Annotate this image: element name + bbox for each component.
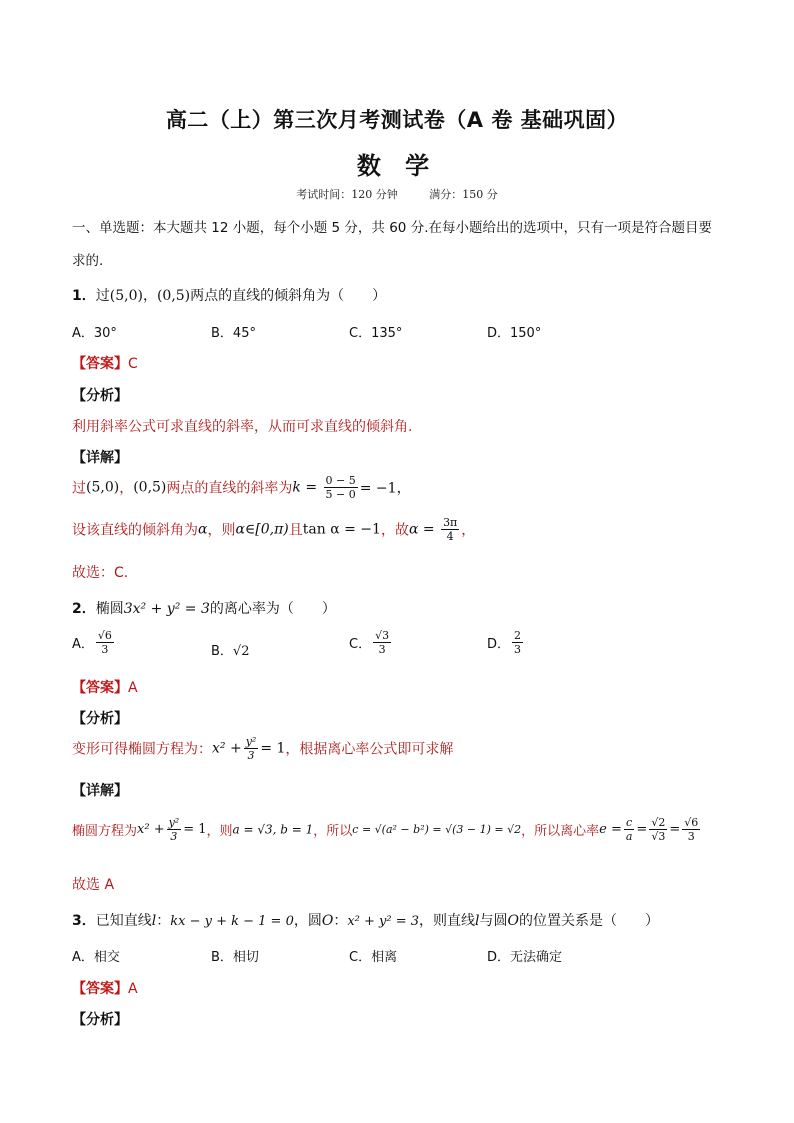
q1-angle-fraction: $\frac{3\pi}{4}$ xyxy=(443,516,458,543)
q2-conclusion: 故选 A xyxy=(72,877,115,893)
q2-answer-value: A xyxy=(128,680,138,696)
q1-analysis-label: 【分析】 xyxy=(72,388,128,404)
section-heading-line1: 一、单选题：本大题共 12 小题，每个小题 5 分，共 60 分.在每小题给出的选项中，只有一项是符合题目要 xyxy=(72,220,712,236)
q1-option-b: B．45° xyxy=(211,326,256,341)
q3-number: 3． xyxy=(72,913,96,929)
q1-number: 1． xyxy=(72,288,96,304)
q1-stem xyxy=(72,285,386,305)
q1-detail-label: 【详解】 xyxy=(72,450,128,466)
q3-stem: 3．已知直线l：kx − y + k − 1 = 0，圆O：x² + y² = 3，则直线l与圆O的位置关系是（ ） xyxy=(72,913,659,929)
q1-stem-a: 过 xyxy=(95,288,110,304)
q3-option-c: C．相离 xyxy=(349,950,398,965)
q1-stem-b: 两点的直线的倾斜角为（ ） xyxy=(190,288,387,304)
section-heading-line2: 求的. xyxy=(72,253,104,269)
q2-option-a: A． $\frac{√6}{3}$ xyxy=(72,629,112,656)
q3-option-a: A．相交 xyxy=(72,950,120,965)
q1-option-a: A．30° xyxy=(72,326,117,341)
q1-point1: (5,0) xyxy=(109,288,143,304)
q2-option-b: B．√2 xyxy=(211,644,250,659)
q1-detail-line1: 过(5,0)，(0,5)两点的直线的斜率为k = $\frac{0 - 5}{5 - 0}$ = −1， xyxy=(72,474,411,501)
q3-option-d: D．无法确定 xyxy=(487,950,563,965)
q1-slope-fraction: $\frac{0 - 5}{5 - 0}$ xyxy=(325,474,356,501)
q2-detail-label: 【详解】 xyxy=(72,783,128,799)
q2-equation: 3x² + y² = 3 xyxy=(123,601,210,617)
q1-analysis-text: 利用斜率公式可求直线的斜率，从而可求直线的倾斜角. xyxy=(72,419,413,435)
q1-answer-value: C xyxy=(128,356,138,372)
q3-circle-equation: x² + y² = 3 xyxy=(347,914,420,929)
q2-option-c: C． $\frac{√3}{3}$ xyxy=(349,629,390,656)
q2-detail-line: 椭圆方程为x² + $\frac{\text{y²}}{3}$ = 1，则a = √3, b = 1，所以c = √(a² − b²) = √(3 − 1) = √2，所以离心率e = $\frac{c}{a}$ = $\frac{√2}{√3}$ = $\frac{√6}{3}$ xyxy=(72,816,699,843)
exam-time: 考试时间：120 分钟 xyxy=(296,188,398,201)
q3-line-equation: kx − y + k − 1 = 0 xyxy=(170,914,294,929)
subject-title: 数 学 xyxy=(356,152,438,180)
exam-score: 满分：150 分 xyxy=(429,188,498,201)
q1-option-c: C．135° xyxy=(349,326,403,341)
q2-number: 2． xyxy=(72,601,96,617)
q1-detail-line2: 设该直线的倾斜角为α，则α∈[0,π)且tan α = −1，故α = $\frac{3\pi}{4}$ ， xyxy=(72,516,476,543)
q1-sep: ， xyxy=(142,288,157,304)
q3-answer-value: A xyxy=(128,981,138,997)
q2-stem: 2．椭圆3x² + y² = 3的离心率为（ ） xyxy=(72,601,336,617)
page-title: 高二（上）第三次月考测试卷（A 卷 基础巩固） xyxy=(165,108,629,132)
q1-point2: (0,5) xyxy=(156,288,191,304)
exam-meta xyxy=(0,186,794,202)
q2-analysis-text: 变形可得椭圆方程为：x² + $\frac{\text{y²}}{3}$ = 1，根据离心率公式即可求解 xyxy=(72,735,454,762)
q1-option-d: D．150° xyxy=(487,326,542,341)
q3-answer: 【答案】A xyxy=(72,981,138,997)
q1-answer xyxy=(72,353,138,373)
q3-analysis-label: 【分析】 xyxy=(72,1012,128,1028)
q1-conclusion: 故选：C. xyxy=(72,565,129,581)
q3-option-b: B．相切 xyxy=(211,950,259,965)
q2-answer: 【答案】A xyxy=(72,680,138,696)
q2-option-d: D． $\frac{2}{3}$ xyxy=(487,629,522,656)
answer-label: 【答案】 xyxy=(72,356,128,372)
q2-analysis-label: 【分析】 xyxy=(72,711,128,727)
